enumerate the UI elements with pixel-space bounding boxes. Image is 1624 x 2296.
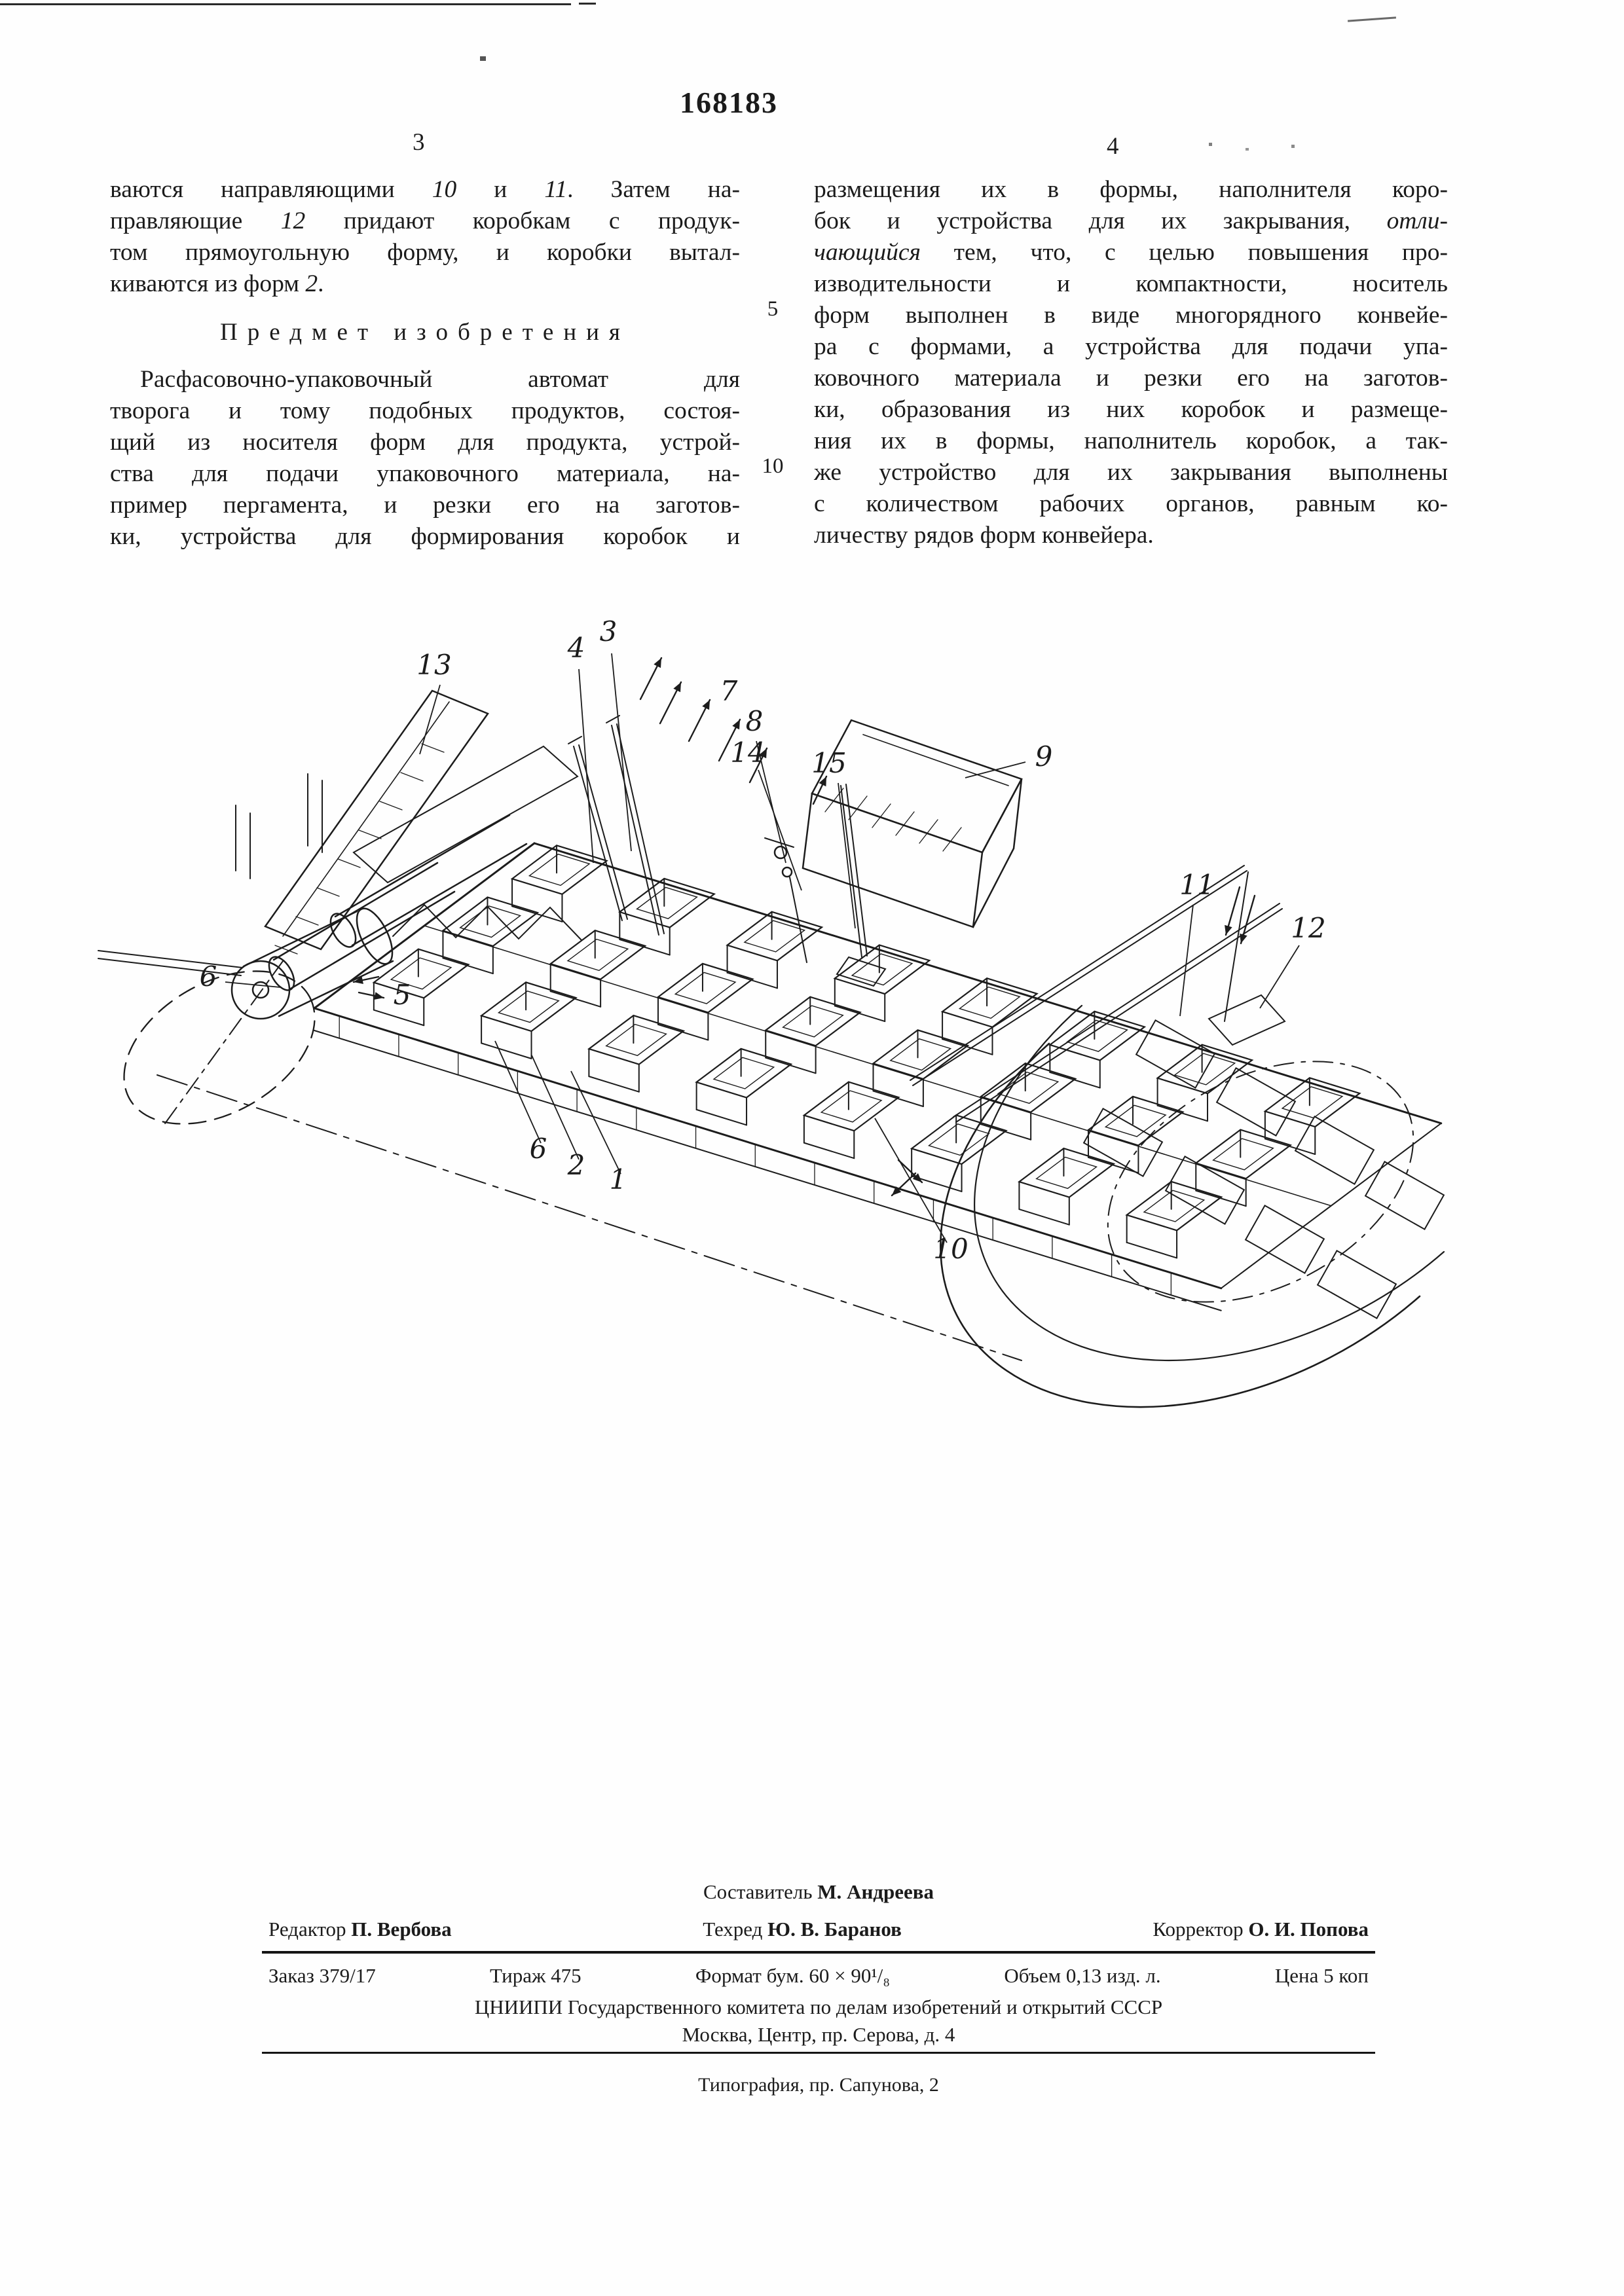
return-drum bbox=[98, 939, 1022, 1360]
conveyor-deck-and-molds bbox=[314, 658, 1444, 1319]
org-line: ЦНИИПИ Государственного комитета по делам изобретений и открытий СССР bbox=[474, 1995, 1163, 2018]
feed-roller-assembly bbox=[98, 746, 581, 1019]
claim-line-number: 10 bbox=[762, 454, 784, 478]
machine-line-art bbox=[98, 658, 1454, 1407]
org-address-line: Москва, Центр, пр. Серова, д. 4 bbox=[682, 2023, 955, 2046]
printer-line: Типография, пр. Сапунова, 2 bbox=[698, 2074, 939, 2096]
cutter-rods bbox=[568, 716, 664, 935]
imprint-item: Формат бум. 60 × 90¹/₈ bbox=[695, 1964, 891, 1987]
text-line: бок и устройства для их закрывания, отли- bbox=[814, 208, 1448, 234]
figure-part-labels bbox=[200, 615, 1326, 1265]
column-number-right: 4 bbox=[1107, 133, 1119, 160]
compiler-line: Составитель М. Андреева bbox=[703, 1880, 934, 1903]
text-line: щий из носителя форм для продукта, устрой- bbox=[110, 429, 740, 456]
text-line: личеству рядов форм конвейера. bbox=[814, 522, 1154, 549]
footer-rule bbox=[262, 1951, 1375, 1954]
text-line: ства для подачи упаковочного материала, на- bbox=[110, 460, 740, 487]
text-line: творога и тому подобных продуктов, состоя- bbox=[110, 397, 740, 424]
imprint-item: Объем 0,13 изд. л. bbox=[1004, 1964, 1161, 1987]
part-number-label: 4 bbox=[567, 632, 585, 664]
text-line: ваются направляющими 10 и 11. Затем на- bbox=[110, 176, 740, 203]
part-number-label: 3 bbox=[599, 615, 618, 647]
staff-credit: Корректор О. И. Попова bbox=[1153, 1918, 1369, 1941]
text-line: размещения их в формы, наполнителя коро- bbox=[814, 176, 1448, 203]
part-number-label: 2 bbox=[567, 1149, 585, 1181]
text-line: ковочного материала и резки его на заготов- bbox=[814, 365, 1448, 392]
staff-credit: Техред Ю. В. Баранов bbox=[703, 1918, 902, 1941]
part-number-label: 12 bbox=[1291, 912, 1326, 944]
text-line: киваются из форм 2. bbox=[110, 270, 324, 297]
front-drum bbox=[940, 1006, 1454, 1407]
claims-heading: Предмет изобретения bbox=[220, 319, 630, 346]
part-number-label: 6 bbox=[199, 960, 217, 993]
text-line: ра с формами, а устройства для подачи упа- bbox=[814, 333, 1448, 360]
part-number-label: 1 bbox=[609, 1163, 627, 1195]
text-line: же устройство для их закрывания выполнены bbox=[814, 459, 1448, 486]
patent-number: 168183 bbox=[680, 86, 778, 119]
part-number-label: 14 bbox=[730, 737, 766, 769]
claim-line-number: 5 bbox=[767, 297, 779, 321]
part-number-label: 6 bbox=[529, 1133, 547, 1165]
part-number-label: 15 bbox=[811, 747, 847, 779]
part-number-label: 5 bbox=[393, 979, 411, 1011]
text-line: Расфасовочно-упаковочный автомат для bbox=[140, 366, 740, 393]
imprint-item: Цена 5 коп bbox=[1274, 1964, 1369, 1987]
text-line: том прямоугольную форму, и коробки вытал- bbox=[110, 239, 740, 266]
column-number-left: 3 bbox=[413, 129, 425, 156]
footer-rule bbox=[262, 2052, 1375, 2054]
part-number-label: 8 bbox=[745, 705, 764, 737]
text-line: изводительности и компактности, носитель bbox=[814, 270, 1448, 297]
text-line: с количеством рабочих органов, равным ко- bbox=[814, 490, 1448, 517]
text-line: ки, образования из них коробок и размеще- bbox=[814, 396, 1448, 423]
part-number-label: 9 bbox=[1035, 740, 1053, 773]
text-line: чающийся тем, что, с целью повышения про- bbox=[814, 239, 1448, 266]
part-number-label: 7 bbox=[720, 675, 738, 707]
imprint-item: Тираж 475 bbox=[489, 1964, 581, 1987]
text-line: ния их в формы, наполнитель коробок, а так- bbox=[814, 428, 1448, 454]
staff-credit: Редактор П. Вербова bbox=[268, 1918, 452, 1941]
part-number-label: 13 bbox=[416, 649, 452, 681]
order-line bbox=[268, 1964, 1369, 1988]
part-number-label: 11 bbox=[1179, 869, 1215, 901]
text-line: ки, устройства для формирования коробок и bbox=[110, 523, 740, 550]
text-line: правляющие 12 придают коробкам с продук- bbox=[110, 208, 740, 234]
imprint-item: Заказ 379/17 bbox=[268, 1964, 376, 1987]
text-line: пример пергамента, и резки его на заготов- bbox=[110, 492, 740, 519]
staff-line bbox=[268, 1918, 1369, 1941]
chute bbox=[265, 691, 488, 954]
part-number-label: 10 bbox=[933, 1233, 969, 1265]
text-line: форм выполнен в виде многорядного конвейе- bbox=[814, 302, 1448, 329]
